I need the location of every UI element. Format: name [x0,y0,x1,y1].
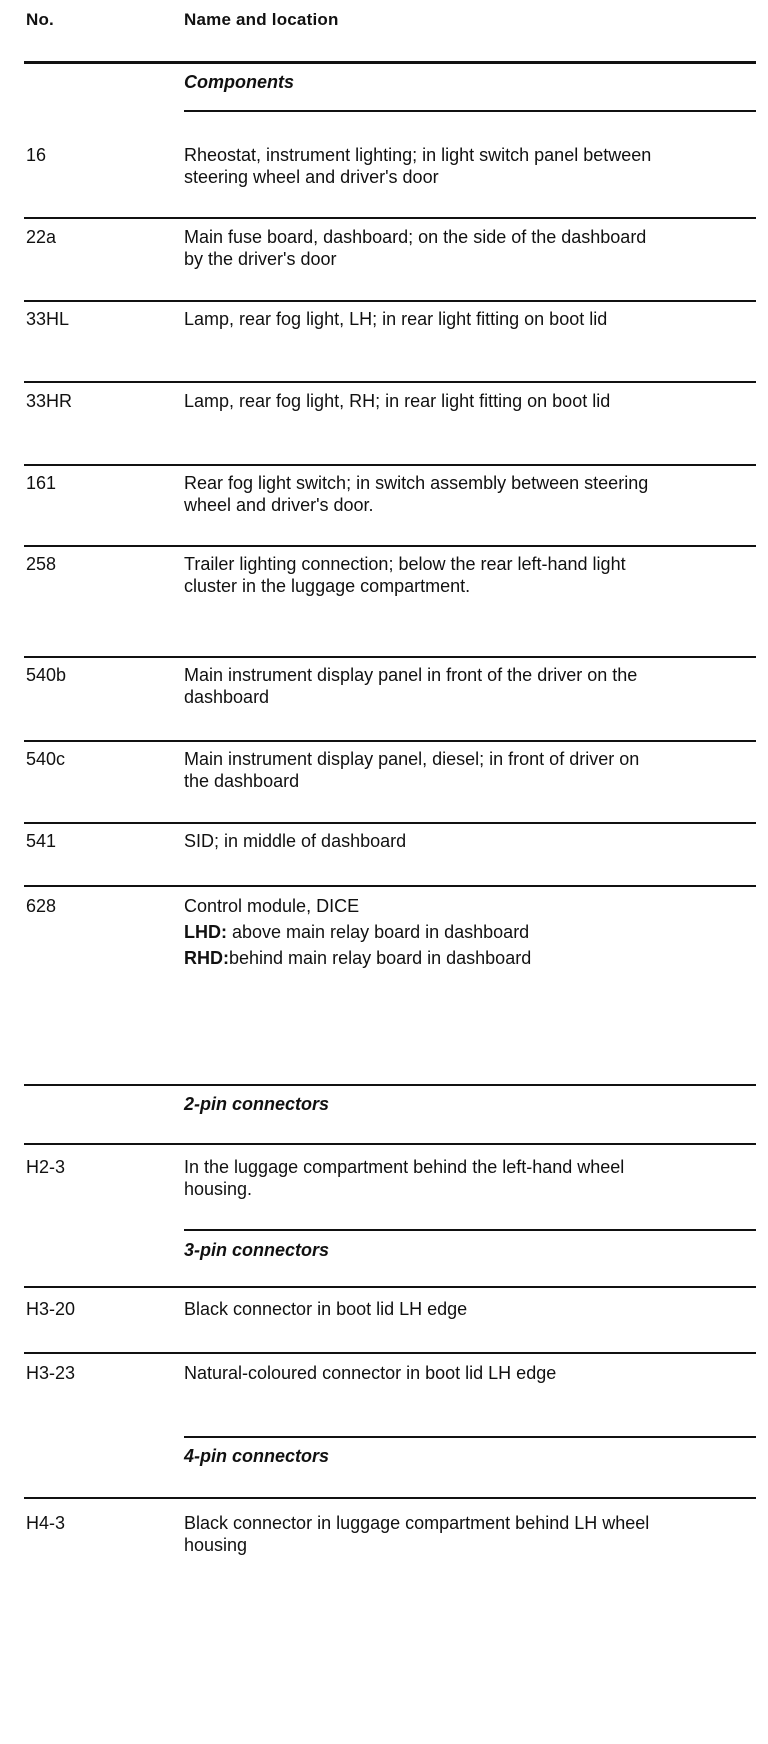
row-33hr-number: 33HR [26,391,73,411]
header-rule [24,61,756,64]
row-rule [24,1286,756,1288]
section-rule [184,1436,756,1438]
row-628-lhd [184,921,654,943]
row-h4-3-number: H4-3 [26,1513,66,1533]
row-161-number: 161 [26,473,57,493]
rhd-label: RHD: [184,948,229,968]
row-628-number: 628 [26,896,57,916]
row-22a-number: 22a [26,227,57,247]
row-rule [24,217,756,219]
row-rule [24,1497,756,1499]
row-rule [24,822,756,824]
row-33hl-number: 33HL [26,309,70,329]
row-16-number: 16 [26,145,47,165]
row-rule [24,464,756,466]
row-540b-description: Main instrument display panel in front of the driver on the dashboard [184,665,638,707]
table-header [24,0,756,62]
row-rule [24,1084,756,1086]
section-4-pin: 4-pin connectors [184,1446,330,1466]
row-h3-20-description: Black connector in boot lid LH edge [184,1299,468,1319]
row-541-number: 541 [26,831,57,851]
row-541-description: SID; in middle of dashboard [184,831,407,851]
row-rule [24,300,756,302]
row-rule [24,885,756,887]
row-258-description: Trailer lighting connection; below the rear left-hand light cluster in the luggage compartment. [184,554,626,596]
row-h2-3-number: H2-3 [26,1157,66,1177]
section-rule [184,1229,756,1231]
row-rule [24,1352,756,1354]
row-16-description: Rheostat, instrument lighting; in light switch panel between steering wheel and driver's door [184,145,652,187]
row-540b-number: 540b [26,665,67,685]
lhd-text: above main relay board in dashboard [227,922,530,942]
row-rule [24,545,756,547]
row-628-description [184,895,654,973]
row-h3-23-number: H3-23 [26,1363,76,1383]
row-rule [24,656,756,658]
row-rule [24,1143,756,1145]
row-628-rhd [184,947,654,969]
lhd-label: LHD: [184,922,227,942]
row-h2-3-description: In the luggage compartment behind the left-hand wheel housing. [184,1157,625,1199]
row-22a-description: Main fuse board, dashboard; on the side of the dashboard by the driver's door [184,227,647,269]
row-33hl-description: Lamp, rear fog light, LH; in rear light fitting on boot lid [184,309,608,329]
row-rule [24,381,756,383]
row-h4-3-description: Black connector in luggage compartment behind LH wheel housing [184,1513,650,1555]
row-rule [24,740,756,742]
header-no: No. [26,10,54,29]
section-components: Components [184,72,294,92]
row-258-number: 258 [26,554,57,574]
section-3-pin: 3-pin connectors [184,1240,330,1260]
row-33hr-description: Lamp, rear fog light, RH; in rear light fitting on boot lid [184,391,611,411]
row-h3-20-number: H3-20 [26,1299,76,1319]
row-540c-description: Main instrument display panel, diesel; in front of driver on the dashboard [184,749,640,791]
row-540c-number: 540c [26,749,66,769]
row-628-title: Control module, DICE [184,896,360,916]
row-h3-23-description: Natural-coloured connector in boot lid LH edge [184,1363,557,1383]
row-161-description: Rear fog light switch; in switch assembly between steering wheel and driver's door. [184,473,649,515]
rhd-text: behind main relay board in dashboard [229,948,532,968]
section-2-pin: 2-pin connectors [184,1094,330,1114]
connector-location-table [24,0,756,1744]
section-rule [184,110,756,112]
header-name-location: Name and location [184,10,339,29]
